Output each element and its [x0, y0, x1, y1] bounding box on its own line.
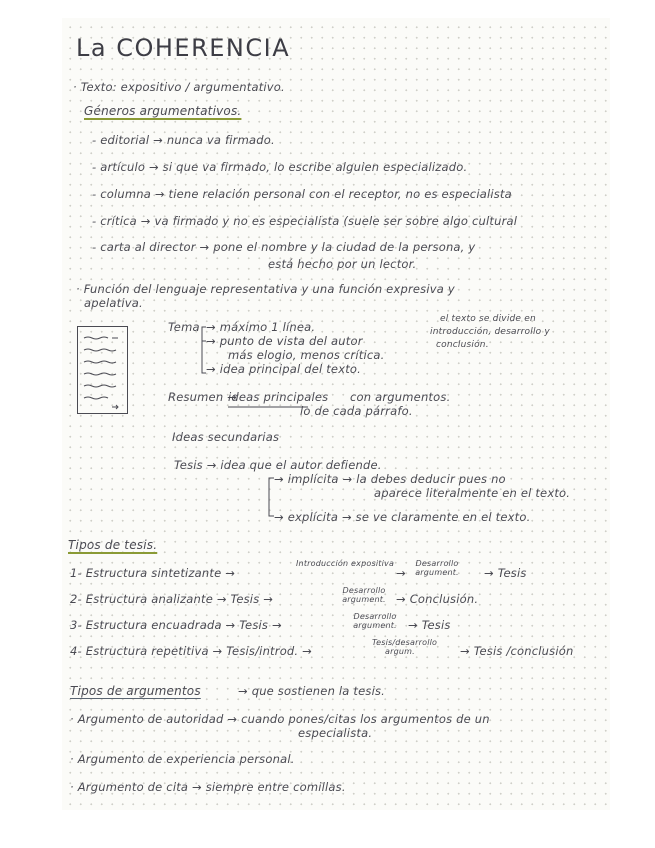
- tesis-row-prefix: 3- Estructura encuadrada → Tesis →: [70, 618, 282, 632]
- tesis-row-part: → Tesis: [484, 566, 527, 580]
- genero-item: - columna → tiene relación personal con el receptor, no es especialista: [92, 187, 512, 201]
- page-title: La COHERENCIA: [76, 34, 291, 62]
- tesis-line: Tesis → idea que el autor defiende.: [174, 458, 382, 472]
- tema-label: Tema: [168, 320, 200, 334]
- tema-item: → idea principal del texto.: [206, 362, 362, 376]
- tesis-row-prefix: 4- Estructura repetitiva → Tesis/introd. →: [70, 644, 312, 658]
- tesis-implicita-2: aparece literalmente en el texto.: [374, 486, 571, 500]
- genero-item-continued: está hecho por un lector.: [268, 257, 417, 271]
- funcion-line: · Función del lenguaje representativa y una función expresiva y: [76, 282, 455, 296]
- ideas-secundarias: Ideas secundarias: [172, 430, 280, 444]
- texto-line: · Texto: expositivo / argumentativo.: [73, 80, 285, 94]
- tesis-row-part: Introducción expositiva: [296, 559, 395, 568]
- genero-item: - crítica → va firmado y no es especialista (suele ser sobre algo cultural: [92, 214, 518, 228]
- genero-item: - artículo → si que va firmado, lo escribe alguien especializado.: [92, 160, 468, 174]
- tesis-row-part: Desarrollo argument.: [342, 586, 386, 604]
- tesis-implicita: → implícita → la debes deducir pues no: [274, 472, 506, 486]
- tipos-argumentos-heading-rest: → que sostienen la tesis.: [238, 684, 386, 698]
- resumen-rest: con argumentos.: [350, 390, 451, 404]
- resumen-line-2: lo de cada párrafo.: [300, 404, 413, 418]
- tipos-argumentos-heading: Tipos de argumentos: [70, 684, 201, 698]
- argumento-item: · Argumento de cita → siempre entre comillas.: [70, 780, 346, 794]
- resumen-highlight: ideas principales: [228, 390, 329, 404]
- tesis-row-prefix: 2- Estructura analizante → Tesis →: [70, 592, 274, 606]
- division-note: conclusión.: [436, 340, 489, 350]
- tesis-row-part: → Tesis /conclusión: [460, 644, 574, 658]
- resumen-label: Resumen →: [168, 390, 238, 404]
- tesis-row-part: →: [396, 566, 406, 580]
- tesis-row-part: → Tesis: [408, 618, 451, 632]
- division-note: introducción, desarrollo y: [430, 327, 550, 337]
- division-note: el texto se divide en: [440, 314, 536, 324]
- tema-item: → punto de vista del autor: [206, 334, 363, 348]
- tipos-tesis-heading: Tipos de tesis.: [68, 538, 158, 552]
- argumento-item: · Argumento de experiencia personal.: [70, 752, 295, 766]
- tema-item-continued: más elogio, menos crítica.: [228, 348, 385, 362]
- tesis-row-part: Tesis/desarrollo argum.: [372, 638, 438, 656]
- genero-item: - editorial → nunca va firmado.: [92, 133, 275, 147]
- tesis-row-part: Desarrollo argument.: [415, 559, 459, 577]
- generos-heading: Géneros argumentativos.: [84, 104, 242, 118]
- argumento-item: · Argumento de autoridad → cuando pones/citas los argumentos de un: [70, 712, 490, 726]
- funcion-line-2: apelativa.: [84, 296, 143, 310]
- tesis-row-part: → Conclusión.: [396, 592, 479, 606]
- tema-item: → máximo 1 línea.: [206, 320, 316, 334]
- tesis-row-prefix: 1- Estructura sintetizante →: [70, 566, 236, 580]
- genero-item: - carta al director → pone el nombre y la ciudad de la persona, y: [92, 240, 476, 254]
- argumento-item-continued: especialista.: [298, 726, 373, 740]
- tesis-explicita: → explícita → se ve claramente en el texto.: [274, 510, 531, 524]
- tesis-row-part: Desarrollo argument.: [353, 612, 397, 630]
